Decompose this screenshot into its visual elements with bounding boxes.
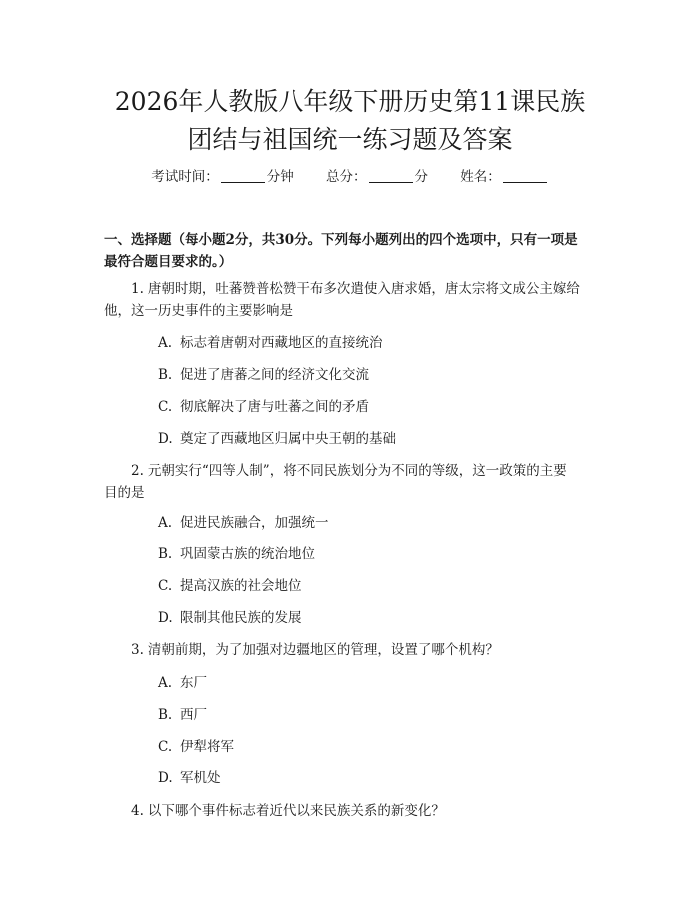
- total-score: [326, 169, 428, 185]
- question-text: 唐朝时期，吐蕃赞普松赞干布多次遣使入唐求婚，唐太宗将文成公主嫁给: [147, 281, 580, 297]
- option-letter: D.: [158, 770, 173, 786]
- option-letter: C.: [158, 399, 173, 415]
- option-letter: B.: [158, 367, 173, 383]
- option-text: 促进了唐蕃之间的经济文化交流: [180, 367, 369, 383]
- option-text: 促进民族融合，加强统一: [180, 515, 329, 531]
- question-text-continued: 他，这一历史事件的主要影响是: [104, 303, 293, 319]
- section-heading-line-1: 一、选择题（每小题2分，共30分。下列每小题列出的四个选项中，只有一项是: [104, 232, 578, 248]
- option-letter: A.: [158, 335, 173, 351]
- option-text: 西厂: [180, 707, 207, 723]
- option-text: 提高汉族的社会地位: [180, 578, 302, 594]
- question-2-option-b: [158, 544, 578, 564]
- option-letter: A.: [158, 515, 173, 531]
- total-score-unit: 分: [414, 169, 428, 185]
- option-text: 标志着唐朝对西藏地区的直接统治: [180, 335, 383, 351]
- question-3-option-b: [158, 705, 578, 725]
- question-number: 4.: [131, 803, 144, 819]
- question-3-option-c: [158, 737, 578, 757]
- exam-time-unit: 分钟: [266, 169, 294, 185]
- option-letter: C.: [158, 739, 173, 755]
- option-letter: D.: [158, 610, 173, 626]
- question-3-option-a: [158, 673, 578, 693]
- question-1-option-d: [158, 429, 578, 449]
- option-text: 彻底解决了唐与吐蕃之间的矛盾: [180, 399, 369, 415]
- question-1-option-b: [158, 365, 578, 385]
- question-text-continued: 目的是: [104, 485, 145, 501]
- question-number: 1.: [131, 281, 144, 297]
- option-text: 东厂: [180, 675, 207, 691]
- option-text: 奠定了西藏地区归属中央王朝的基础: [180, 431, 396, 447]
- page-title-line-1: 2026年人教版八年级下册历史第11课民族: [114, 87, 586, 116]
- question-2-option-a: [158, 513, 578, 533]
- option-letter: D.: [158, 431, 173, 447]
- student-name-label: 姓名：: [460, 169, 501, 185]
- exam-meta: [0, 166, 700, 188]
- question-number: 3.: [131, 642, 144, 658]
- question-4-stem: [104, 800, 600, 822]
- exam-time-blank: [221, 168, 265, 183]
- question-1-option-c: [158, 397, 578, 417]
- student-name-blank: [503, 168, 547, 183]
- question-text: 以下哪个事件标志着近代以来民族关系的新变化？: [147, 803, 445, 819]
- total-score-blank: [369, 168, 413, 183]
- section-heading: [104, 229, 600, 273]
- option-letter: A.: [158, 675, 173, 691]
- option-text: 巩固蒙古族的统治地位: [180, 546, 315, 562]
- question-number: 2.: [131, 463, 144, 479]
- option-letter: B.: [158, 707, 173, 723]
- question-1-option-a: [158, 333, 578, 353]
- question-2-stem: [104, 460, 600, 504]
- page-title-line-2: 团结与祖国统一练习题及答案: [187, 125, 513, 154]
- option-text: 限制其他民族的发展: [180, 610, 302, 626]
- question-3-stem: [104, 639, 600, 661]
- question-2-option-d: [158, 608, 578, 628]
- total-score-label: 总分：: [326, 169, 367, 185]
- student-name: [460, 169, 549, 185]
- question-text: 元朝实行“四等人制”，将不同民族划分为不同的等级，这一政策的主要: [147, 463, 567, 479]
- question-text: 清朝前期，为了加强对边疆地区的管理，设置了哪个机构？: [147, 642, 499, 658]
- option-letter: B.: [158, 546, 173, 562]
- option-text: 伊犁将军: [180, 739, 234, 755]
- question-1-stem: [104, 278, 600, 322]
- exam-time: [151, 169, 294, 185]
- question-3-option-d: [158, 768, 578, 788]
- option-letter: C.: [158, 578, 173, 594]
- option-text: 军机处: [180, 770, 221, 786]
- question-2-option-c: [158, 576, 578, 596]
- exam-time-label: 考试时间：: [151, 169, 219, 185]
- section-heading-line-2: 最符合题目要求的。）: [104, 254, 233, 270]
